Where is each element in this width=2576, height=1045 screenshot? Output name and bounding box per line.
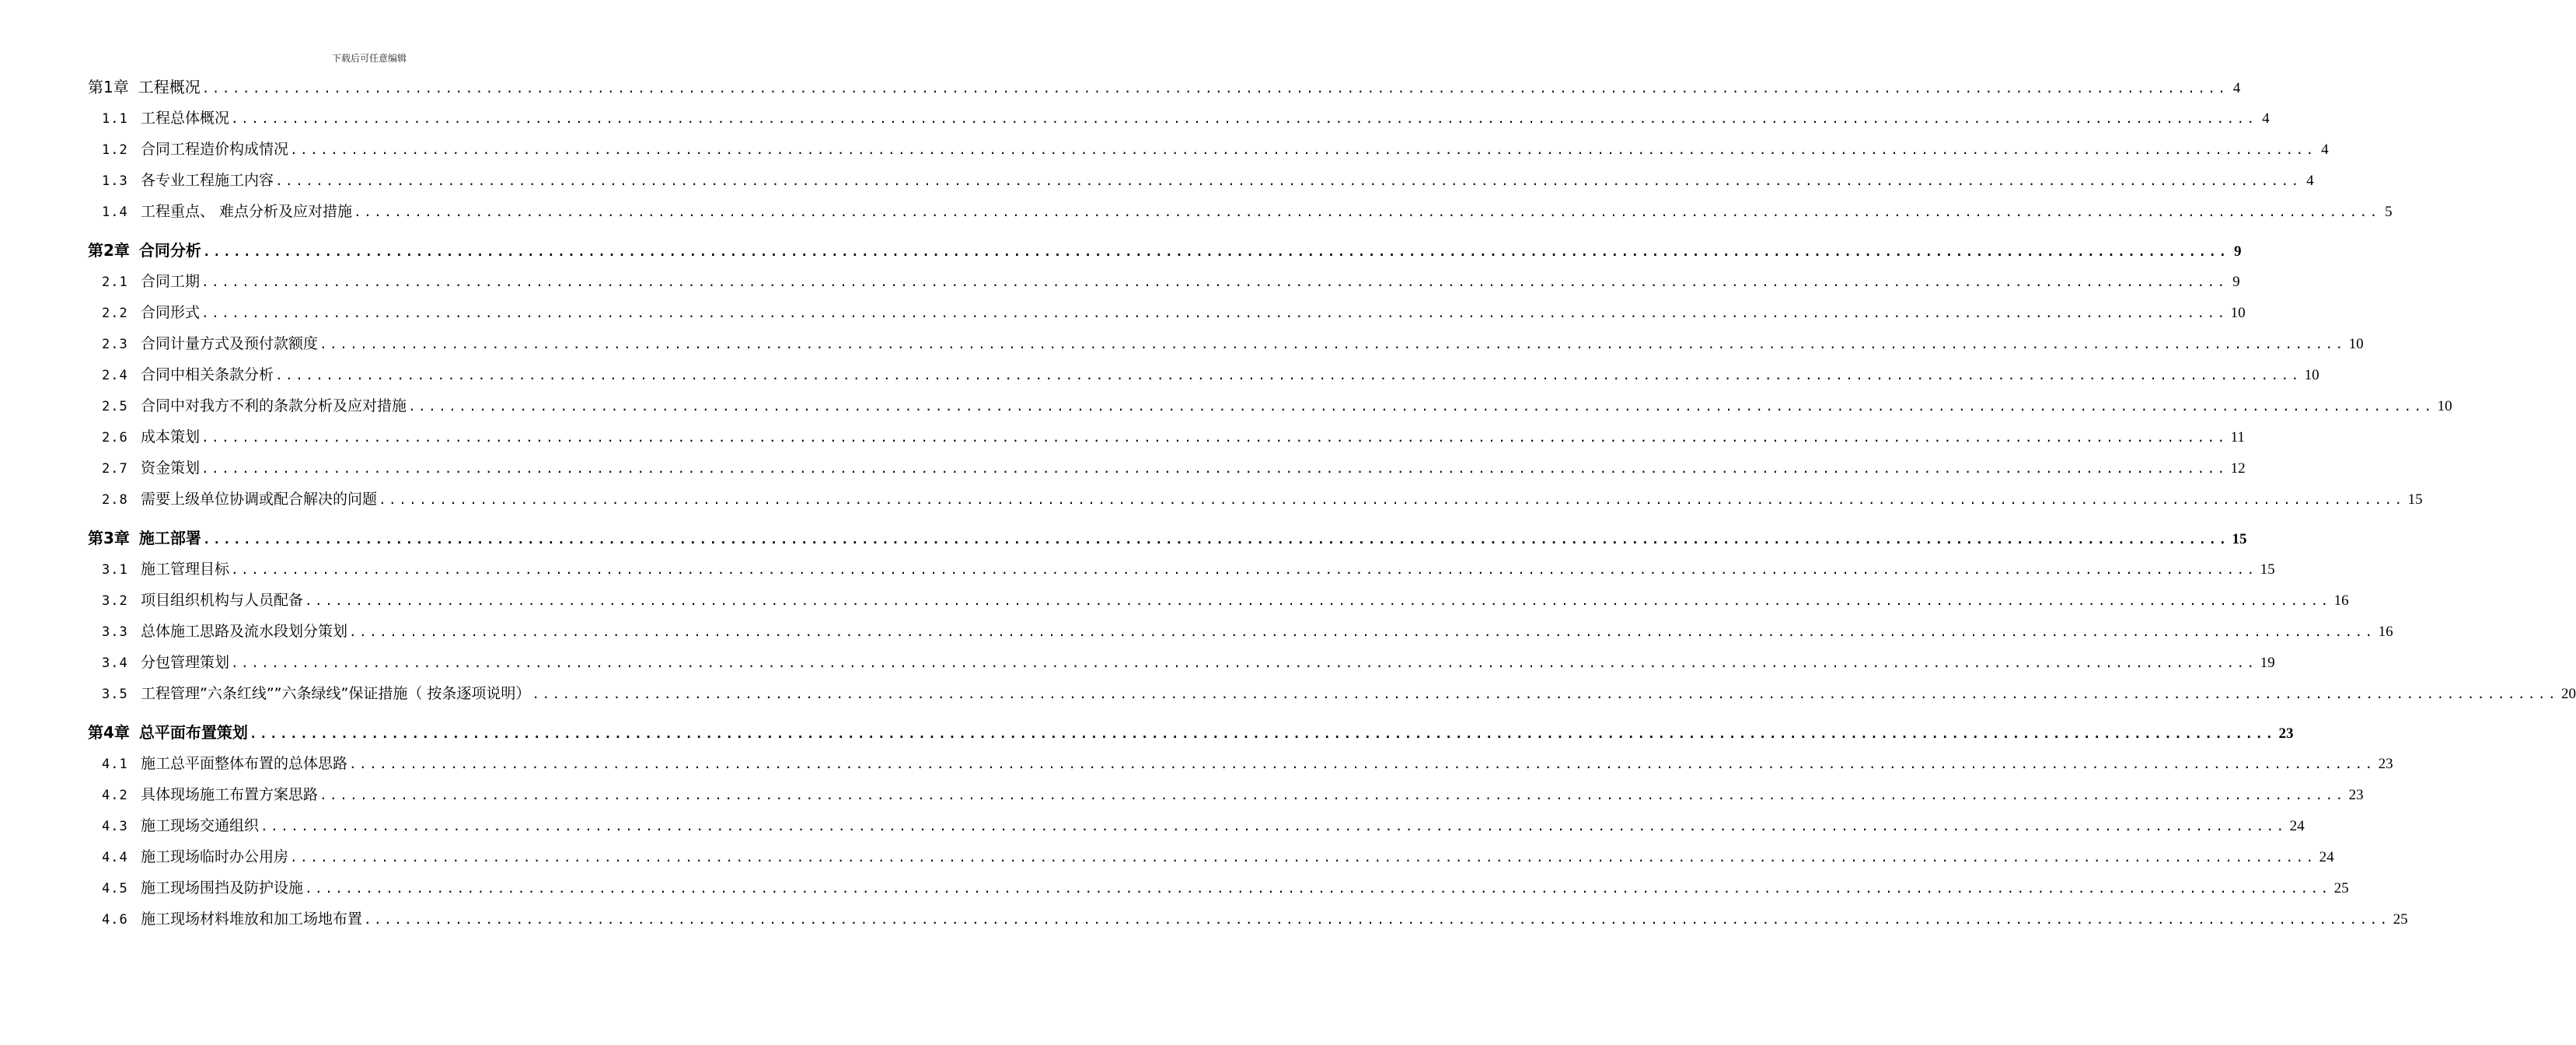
toc-entry-number: 4.1 [102, 757, 128, 772]
toc-entry-number: 1.3 [102, 173, 128, 189]
toc-chapter-entry[interactable] [88, 72, 2241, 103]
toc-section-entry[interactable] [88, 103, 2270, 134]
toc-entry-title: 总体施工思路及流水段划分策划 [141, 623, 348, 640]
toc-page-number: 23 [2378, 756, 2393, 772]
toc-dot-leader: ........................................................................................................................................................................................................ [260, 819, 2287, 834]
toc-entry-title: 合同工期 [141, 273, 201, 290]
toc-dot-leader: ........................................................................................................................................................................................................ [201, 430, 2228, 445]
toc-entry-number: 1.2 [102, 142, 128, 158]
toc-entry-title: 合同工程造价构成情况 [141, 141, 289, 158]
toc-entry-title: 合同计量方式及预付款额度 [141, 335, 319, 352]
toc-dot-leader: ........................................................................................................................................................................................................ [275, 173, 2302, 188]
toc-page-number: 24 [2319, 849, 2334, 865]
toc-dot-leader: ........................................................................................................................................................................................................ [201, 274, 2228, 289]
table-of-contents [88, 72, 2576, 935]
toc-section-entry[interactable] [88, 328, 2364, 359]
toc-page-number: 10 [2230, 305, 2246, 321]
toc-section-entry[interactable] [88, 810, 2305, 841]
toc-page-number: 5 [2385, 204, 2393, 220]
toc-entry-title: 需要上级单位协调或配合解决的问题 [141, 491, 378, 508]
toc-section-entry[interactable] [88, 359, 2319, 390]
toc-entry-title: 工程管理”六条红线””六条绿线”保证措施（ 按条逐项说明） [141, 685, 531, 702]
toc-page-number: 9 [2232, 274, 2240, 290]
toc-entry-number: 4.3 [102, 819, 128, 834]
toc-page-number: 9 [2233, 243, 2242, 260]
toc-entry-number: 第1章 [88, 78, 129, 96]
toc-dot-leader: ........................................................................................................................................................................................................ [408, 399, 2435, 414]
toc-entry-title: 施工总平面整体布置的总体思路 [141, 755, 348, 772]
toc-page-number: 20 [2560, 686, 2576, 702]
toc-page-number: 16 [2333, 592, 2349, 609]
toc-dot-leader: ........................................................................................................................................................................................................ [290, 850, 2316, 865]
toc-dot-leader: ........................................................................................................................................................................................................ [290, 142, 2316, 157]
toc-entry-title: 施工现场材料堆放和加工场地布置 [141, 910, 363, 928]
toc-entry-title: 分包管理策划 [141, 654, 230, 671]
toc-section-entry[interactable] [88, 266, 2240, 297]
toc-page-number: 12 [2230, 460, 2246, 477]
toc-dot-leader: ........................................................................................................................................................................................................ [354, 204, 2380, 219]
toc-entry-number: 3.4 [102, 655, 128, 671]
toc-entry-title: 项目组织机构与人员配备 [141, 592, 304, 609]
toc-section-entry[interactable] [88, 647, 2275, 678]
toc-entry-title: 工程重点、 难点分析及应对措施 [141, 203, 353, 220]
toc-entry-number: 2.4 [102, 368, 128, 383]
toc-entry-title: 具体现场施工布置方案思路 [141, 786, 319, 803]
toc-entry-number: 4.4 [102, 850, 128, 865]
toc-dot-leader: ........................................................................................................................................................................................................ [202, 532, 2229, 547]
toc-dot-leader: ........................................................................................................................................................................................................ [231, 655, 2257, 670]
toc-entry-title: 各专业工程施工内容 [141, 172, 274, 189]
toc-entry-number: 2.7 [102, 461, 128, 477]
toc-entry-number: 4.6 [102, 912, 128, 928]
toc-section-entry[interactable] [88, 903, 2408, 935]
toc-page-number: 10 [2348, 336, 2364, 352]
toc-page-number: 11 [2230, 429, 2245, 446]
toc-section-entry[interactable] [88, 678, 2576, 709]
toc-section-entry[interactable] [88, 421, 2245, 453]
toc-page-number: 24 [2289, 818, 2305, 834]
toc-dot-leader: ........................................................................................................................................................................................................ [305, 593, 2331, 608]
toc-dot-leader: ........................................................................................................................................................................................................ [275, 368, 2302, 383]
toc-entry-title: 合同中对我方不利的条款分析及应对措施 [141, 397, 407, 414]
toc-dot-leader: ........................................................................................................................................................................................................ [379, 492, 2405, 507]
toc-entry-title: 施工现场临时办公用房 [141, 848, 289, 865]
toc-page-number: 19 [2260, 655, 2275, 671]
toc-dot-leader: ........................................................................................................................................................................................................ [319, 337, 2346, 351]
toc-entry-number: 3.5 [102, 687, 128, 702]
toc-section-entry[interactable] [88, 196, 2393, 227]
toc-section-entry[interactable] [88, 390, 2452, 421]
toc-entry-title: 合同中相关条款分析 [141, 366, 274, 383]
toc-entry-number: 1.1 [102, 111, 128, 127]
toc-entry-title: 合同形式 [141, 304, 201, 321]
toc-section-entry[interactable] [88, 165, 2314, 196]
toc-dot-leader: ........................................................................................................................................................................................................ [249, 726, 2276, 741]
toc-entry-number: 2.5 [102, 399, 128, 414]
toc-section-entry[interactable] [88, 841, 2334, 872]
toc-dot-leader: ........................................................................................................................................................................................................ [349, 624, 2375, 639]
toc-entry-title: 合同分析 [138, 241, 201, 260]
toc-page-number: 4 [2262, 110, 2270, 127]
toc-entry-title: 施工管理目标 [141, 561, 230, 578]
toc-entry-title: 工程总体概况 [141, 110, 230, 127]
toc-section-entry[interactable] [88, 585, 2349, 616]
toc-page-number: 16 [2378, 624, 2393, 640]
toc-entry-number: 第2章 [88, 241, 130, 260]
toc-entry-number: 2.6 [102, 430, 128, 446]
toc-entry-number: 3.3 [102, 624, 128, 640]
toc-entry-number: 第3章 [88, 529, 130, 547]
toc-entry-title: 施工现场交通组织 [141, 817, 260, 834]
toc-section-entry[interactable] [88, 872, 2349, 903]
toc-entry-number: 2.3 [102, 337, 128, 352]
toc-entry-number: 2.2 [102, 306, 128, 321]
toc-entry-number: 2.1 [102, 274, 128, 290]
toc-page-number: 4 [2232, 80, 2241, 96]
toc-page-number: 15 [2232, 531, 2247, 547]
page-header-note: 下载后可任意编辑 [331, 53, 407, 64]
toc-page-number: 23 [2278, 725, 2294, 742]
toc-section-entry[interactable] [88, 748, 2393, 779]
toc-entry-title: 施工现场围挡及防护设施 [141, 879, 304, 896]
toc-entry-title: 工程概况 [138, 78, 201, 96]
toc-page-number: 25 [2393, 911, 2408, 928]
toc-entry-number: 3.1 [102, 562, 128, 578]
toc-dot-leader: ........................................................................................................................................................................................................ [231, 562, 2257, 577]
toc-section-entry[interactable] [88, 134, 2329, 165]
toc-entry-number: 3.2 [102, 593, 128, 609]
toc-section-entry[interactable] [88, 779, 2364, 810]
toc-page-number: 10 [2437, 398, 2452, 414]
toc-page-number: 23 [2348, 787, 2364, 803]
toc-page-number: 15 [2407, 491, 2423, 508]
toc-section-entry[interactable] [88, 484, 2423, 515]
toc-dot-leader: ........................................................................................................................................................................................................ [201, 461, 2228, 476]
toc-dot-leader: ........................................................................................................................................................................................................ [231, 111, 2257, 126]
toc-section-entry[interactable] [88, 453, 2246, 484]
toc-page-number: 4 [2306, 173, 2314, 189]
toc-section-entry[interactable] [88, 297, 2246, 328]
toc-page-number: 10 [2304, 367, 2319, 383]
toc-entry-number: 4.5 [102, 881, 128, 896]
toc-entry-number: 4.2 [102, 788, 128, 803]
toc-entry-title: 总平面布置策划 [138, 723, 248, 742]
toc-dot-leader: ........................................................................................................................................................................................................ [532, 687, 2558, 701]
toc-dot-leader: ........................................................................................................................................................................................................ [349, 757, 2375, 771]
toc-page-number: 25 [2333, 880, 2349, 896]
toc-entry-title: 成本策划 [141, 428, 201, 446]
toc-section-entry[interactable] [88, 616, 2393, 647]
toc-entry-title: 资金策划 [141, 460, 201, 477]
toc-dot-leader: ........................................................................................................................................................................................................ [319, 788, 2346, 802]
toc-dot-leader: ........................................................................................................................................................................................................ [364, 912, 2390, 927]
toc-entry-number: 1.4 [102, 204, 128, 220]
toc-entry-number: 第4章 [88, 723, 130, 742]
toc-dot-leader: ........................................................................................................................................................................................................ [201, 306, 2228, 320]
toc-dot-leader: ........................................................................................................................................................................................................ [305, 881, 2331, 896]
toc-dot-leader: ........................................................................................................................................................................................................ [202, 244, 2229, 259]
toc-chapter-entry[interactable] [88, 522, 2247, 554]
toc-page-number: 15 [2260, 561, 2275, 578]
toc-chapter-entry[interactable] [88, 235, 2242, 266]
toc-section-entry[interactable] [88, 554, 2275, 585]
toc-dot-leader: ........................................................................................................................................................................................................ [201, 81, 2229, 96]
toc-entry-number: 2.8 [102, 492, 128, 508]
toc-page-number: 4 [2321, 142, 2329, 158]
toc-chapter-entry[interactable] [88, 717, 2294, 748]
toc-entry-title: 施工部署 [138, 529, 201, 547]
